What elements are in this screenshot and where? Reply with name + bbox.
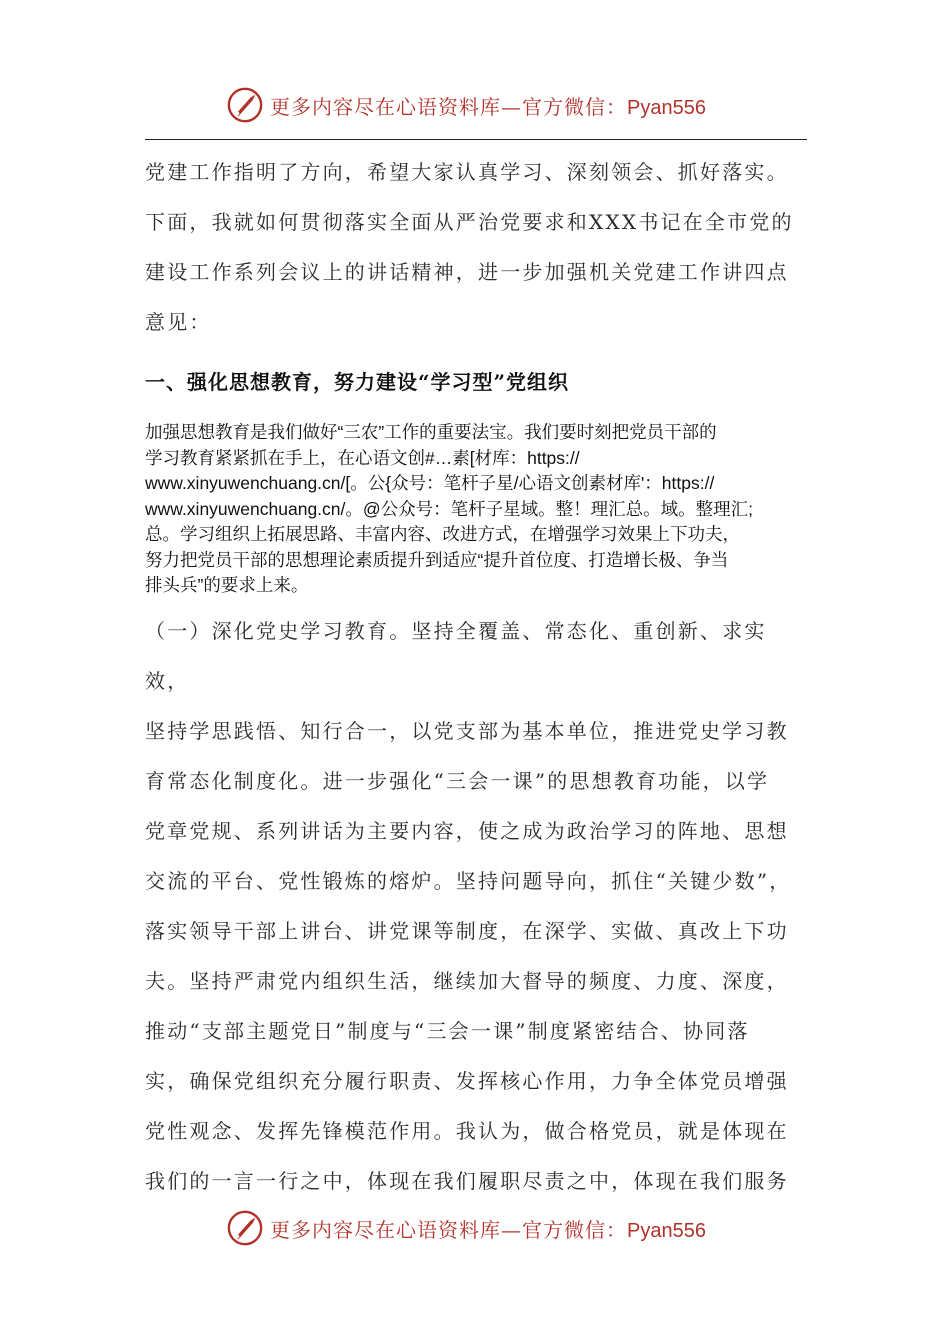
- header-divider: [145, 139, 807, 140]
- pen-nib-logo-icon: [226, 86, 264, 124]
- text-line: （一）深化党史学习教育。坚持全覆盖、常态化、重创新、求实效，: [145, 619, 767, 693]
- banner-text: 更多内容尽在心语资料库—官方微信：Pyan556: [270, 94, 706, 119]
- text-line: 育常态化制度化。进一步强化“三会一课”的思想教育功能，以学: [145, 769, 770, 793]
- header-banner: [226, 85, 746, 125]
- text-line: www.xinyuwenchuang.cn/[。公{众号：笔杆子星/心语文创素材库'：https://: [145, 473, 715, 493]
- text-line: 推动“支部主题党日”制度与“三会一课”制度紧密结合、协同落: [145, 1019, 750, 1043]
- text-line: 实，确保党组织充分履行职责、发挥核心作用，力争全体党员增强: [145, 1069, 789, 1093]
- text-line: 意见：: [145, 310, 212, 334]
- intro-paragraph: [145, 147, 807, 347]
- text-line: 学习教育紧紧抓在手上，在心语文创#…素[材库：https://: [145, 447, 580, 468]
- text-line: 排头兵”的要求上来。: [145, 575, 309, 595]
- text-line: 夫。坚持严肃党内组织生活，继续加大督导的频度、力度、深度，: [145, 969, 789, 993]
- text-line: 努力把党员干部的思想理论素质提升到适应“提升首位度、打造增长极、争当: [145, 549, 729, 570]
- text-line: 加强思想教育是我们做好“三农”工作的重要法宝。我们要时刻把党员干部的: [145, 422, 717, 442]
- pen-nib-logo-icon: [226, 1209, 264, 1247]
- text-line: 党建工作指明了方向，希望大家认真学习、深刻领会、抓好落实。: [145, 160, 789, 184]
- text-line: www.xinyuwenchuang.cn/。@公众号：笔杆子星域。整！理汇总。域。整理汇;: [145, 498, 754, 519]
- banner-text: 更多内容尽在心语资料库—官方微信：Pyan556: [270, 1217, 706, 1242]
- text-line: 坚持学思践悟、知行合一，以党支部为基本单位，推进党史学习教: [145, 719, 789, 743]
- text-line: 党性观念、发挥先锋模范作用。我认为，做合格党员，就是体现在: [145, 1119, 789, 1143]
- text-line: 建设工作系列会议上的讲话精神，进一步加强机关党建工作讲四点: [145, 260, 789, 284]
- section-heading: 一、强化思想教育，努力建设“学习型”党组织: [145, 370, 570, 394]
- text-line: 落实领导干部上讲台、讲党课等制度，在深学、实做、真改上下功: [145, 919, 789, 943]
- text-line: 交流的平台、党性锻炼的熔炉。坚持问题导向，抓住“关键少数”，: [145, 869, 792, 893]
- dense-paragraph: [145, 420, 807, 599]
- text-line: 党章党规、系列讲话为主要内容，使之成为政治学习的阵地、思想: [145, 819, 789, 843]
- footer-banner: [226, 1208, 746, 1248]
- text-line: 下面，我就如何贯彻落实全面从严治党要求和XXX书记在全市党的: [145, 210, 794, 234]
- subsection-paragraph: [145, 606, 807, 1206]
- text-line: 我们的一言一行之中，体现在我们履职尽责之中，体现在我们服务: [145, 1169, 789, 1193]
- text-line: 总。学习组织上拓展思路、丰富内容、改进方式，在增强学习效果上下功夫，: [145, 524, 740, 544]
